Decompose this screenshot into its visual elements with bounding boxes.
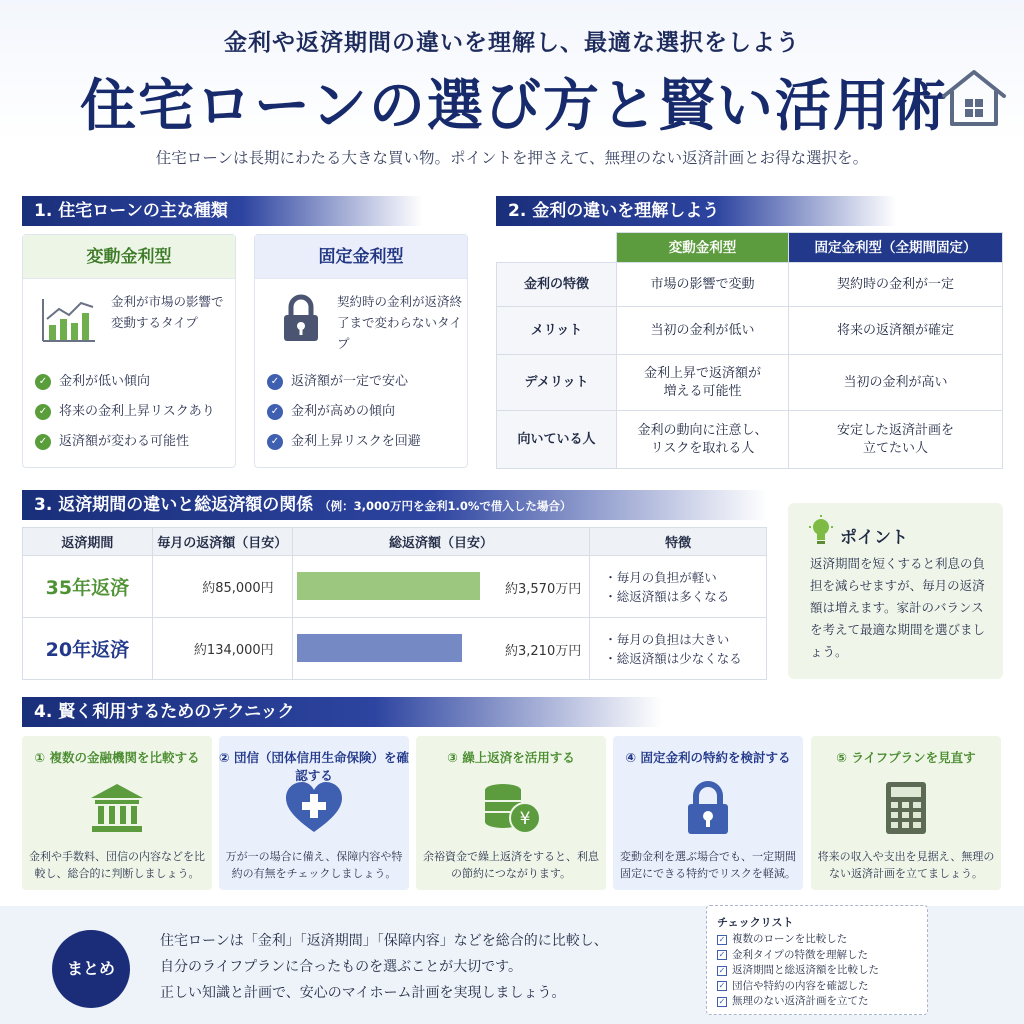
variable-rate-points	[35, 367, 215, 457]
calculator-icon	[876, 780, 936, 836]
column-header: 返済期間	[23, 528, 153, 556]
section1-header: 1. 住宅ローンの主な種類	[22, 196, 422, 226]
column-header: 毎月の返済額（目安）	[152, 528, 292, 556]
fixed-rate-card	[254, 234, 468, 468]
check-icon: ✓	[35, 434, 51, 450]
list-item: ✓ 金利上昇リスクを回避	[267, 427, 421, 457]
variable-rate-description: 金利が市場の影響で変動するタイプ	[111, 294, 224, 330]
table-corner	[497, 233, 617, 263]
feature-cell: ・毎月の負担は大きい ・総返済額は少なくなる	[590, 618, 767, 680]
checklist-title: チェックリスト	[717, 916, 794, 929]
table-cell: 当初の金利が高い	[789, 355, 1003, 411]
checklist-item: ✓ 返済期間と総返済額を比較した	[718, 964, 879, 976]
technique-text: 金利や手数料、団信の内容などを比較し、総合的に判断しましょう。	[29, 850, 205, 880]
summary-line: 住宅ローンは「金利」「返済期間」「保障内容」などを総合的に比較し、	[160, 933, 608, 949]
house-icon	[940, 66, 1008, 128]
list-item: ✓ 金利が高めの傾向	[267, 397, 421, 427]
table-cell: 安定した返済計画を 立てたい人	[789, 411, 1003, 469]
checkbox-icon: ✓	[718, 950, 726, 960]
table-row	[23, 618, 767, 680]
technique-card	[22, 736, 212, 890]
fixed-rate-points	[267, 367, 421, 457]
lock-icon	[678, 780, 738, 836]
table-cell: 将来の返済額が確定	[789, 307, 1003, 355]
total-cell	[292, 618, 590, 680]
technique-title: ④ 固定金利の特約を検討する	[625, 750, 791, 765]
column-header: 特徴	[590, 528, 767, 556]
svg-text:¥: ¥	[519, 809, 531, 829]
table-row	[23, 556, 767, 618]
total-bar	[297, 634, 462, 662]
table-cell: 当初の金利が低い	[617, 307, 789, 355]
check-icon: ✓	[267, 374, 283, 390]
section3-note: （例：3,000万円を金利1.0%で借入した場合）	[319, 499, 572, 513]
table-row	[497, 355, 1003, 411]
variable-rate-card	[22, 234, 236, 468]
checklist	[706, 905, 928, 1015]
fixed-rate-title: 固定金利型	[255, 235, 467, 279]
bar-chart-icon	[41, 297, 97, 343]
list-item: ✓ 金利が低い傾向	[35, 367, 215, 397]
checklist-item: ✓ 複数のローンを比較した	[718, 933, 848, 945]
technique-card	[219, 736, 409, 890]
page-title: 住宅ローンの選び方と賢い活用術	[80, 73, 949, 139]
intro-text: 住宅ローンは長期にわたる大きな買い物。ポイントを押さえて、無理のない返済計画とお得な選択を。	[155, 149, 869, 167]
table-row	[497, 307, 1003, 355]
page-subtitle: 金利や返済期間の違いを理解し、最適な選択をしよう	[224, 30, 800, 56]
total-label: 約3,570万円	[505, 582, 582, 597]
monthly-cell: 約85,000円	[152, 556, 292, 618]
total-label: 約3,210万円	[505, 644, 582, 659]
section3-title: 3. 返済期間の違いと総返済額の関係	[34, 495, 314, 515]
technique-title: ① 複数の金融機関を比較する	[34, 750, 200, 765]
row-header: 金利の特徴	[497, 263, 617, 307]
summary-line: 正しい知識と計画で、安心のマイホーム計画を実現しましょう。	[160, 985, 566, 1001]
checkbox-icon: ✓	[718, 965, 726, 975]
bank-icon	[87, 780, 147, 836]
monthly-cell: 約134,000円	[152, 618, 292, 680]
technique-text: 余裕資金で繰上返済をすると、利息の節約につながります。	[423, 850, 599, 880]
checklist-item: ✓ 無理のない返済計画を立てた	[718, 995, 869, 1007]
technique-title: ⑤ ライフプランを見直す	[836, 750, 976, 765]
fixed-rate-description: 契約時の金利が返済終了まで変わらないタイプ	[337, 294, 463, 351]
variable-rate-title: 変動金利型	[23, 235, 235, 279]
technique-text: 変動金利を選ぶ場合でも、一定期間固定にできる特約でリスクを軽減。	[620, 850, 796, 880]
technique-card	[613, 736, 803, 890]
section4-header: 4. 賢く利用するためのテクニック	[22, 697, 662, 727]
checklist-item: ✓ 団信や特約の内容を確認した	[718, 979, 869, 992]
checkbox-icon: ✓	[718, 996, 726, 1006]
summary-line: 自分のライフプランに合ったものを選ぶことが大切です。	[160, 959, 523, 975]
point-title: ポイント	[840, 528, 908, 548]
point-text: 返済期間を短くすると利息の負担を減らせますが、毎月の返済額は増えます。家計のバランスを考えて最適な期間を選びましょう。	[810, 556, 986, 659]
feature-cell: ・毎月の負担が軽い ・総返済額は多くなる	[590, 556, 767, 618]
table-row	[497, 263, 1003, 307]
repayment-table	[22, 527, 767, 680]
column-header-fixed: 固定金利型（全期間固定）	[789, 233, 1003, 263]
row-header: デメリット	[497, 355, 617, 411]
check-icon: ✓	[267, 404, 283, 420]
table-cell: 金利上昇で返済額が 増える可能性	[617, 355, 789, 411]
check-icon: ✓	[35, 374, 51, 390]
section3-header	[22, 490, 767, 520]
technique-text: 万が一の場合に備え、保障内容や特約の有無をチェックしましょう。	[225, 850, 403, 880]
check-icon: ✓	[267, 434, 283, 450]
section2-header: 2. 金利の違いを理解しよう	[496, 196, 896, 226]
period-cell: 20年返済	[23, 618, 153, 680]
heart-cross-icon	[284, 780, 344, 836]
table-cell: 市場の影響で変動	[617, 263, 789, 307]
check-icon: ✓	[35, 404, 51, 420]
checkbox-icon: ✓	[718, 981, 726, 991]
list-item: ✓ 返済額が変わる可能性	[35, 427, 215, 457]
checkbox-icon: ✓	[718, 934, 726, 944]
list-item: ✓ 返済額が一定で安心	[267, 367, 421, 397]
table-cell: 契約時の金利が一定	[789, 263, 1003, 307]
total-bar	[297, 572, 480, 600]
table-cell: 金利の動向に注意し、 リスクを取れる人	[617, 411, 789, 469]
row-header: メリット	[497, 307, 617, 355]
list-item: ✓ 将来の金利上昇リスクあり	[35, 397, 215, 427]
total-cell	[292, 556, 590, 618]
coins-yen-icon	[481, 780, 541, 836]
summary-text	[160, 928, 680, 1006]
technique-title: ② 団信（団体信用生命保険）を確認する	[219, 750, 409, 783]
technique-title: ③ 繰上返済を活用する	[447, 750, 575, 765]
lock-icon	[281, 293, 321, 343]
row-header: 向いている人	[497, 411, 617, 469]
period-cell: 35年返済	[23, 556, 153, 618]
technique-card	[811, 736, 1001, 890]
technique-card	[416, 736, 606, 890]
summary-badge: まとめ	[52, 930, 130, 1008]
table-row	[497, 411, 1003, 469]
lightbulb-icon	[808, 515, 834, 547]
point-box	[788, 503, 1003, 679]
column-header-variable: 変動金利型	[617, 233, 789, 263]
checklist-item: ✓ 金利タイプの特徴を理解した	[718, 948, 868, 961]
rate-comparison-table	[496, 232, 1003, 469]
technique-text: 将来の収入や支出を見据え、無理のない返済計画を立てましょう。	[817, 850, 995, 880]
column-header: 総返済額（目安）	[292, 528, 590, 556]
